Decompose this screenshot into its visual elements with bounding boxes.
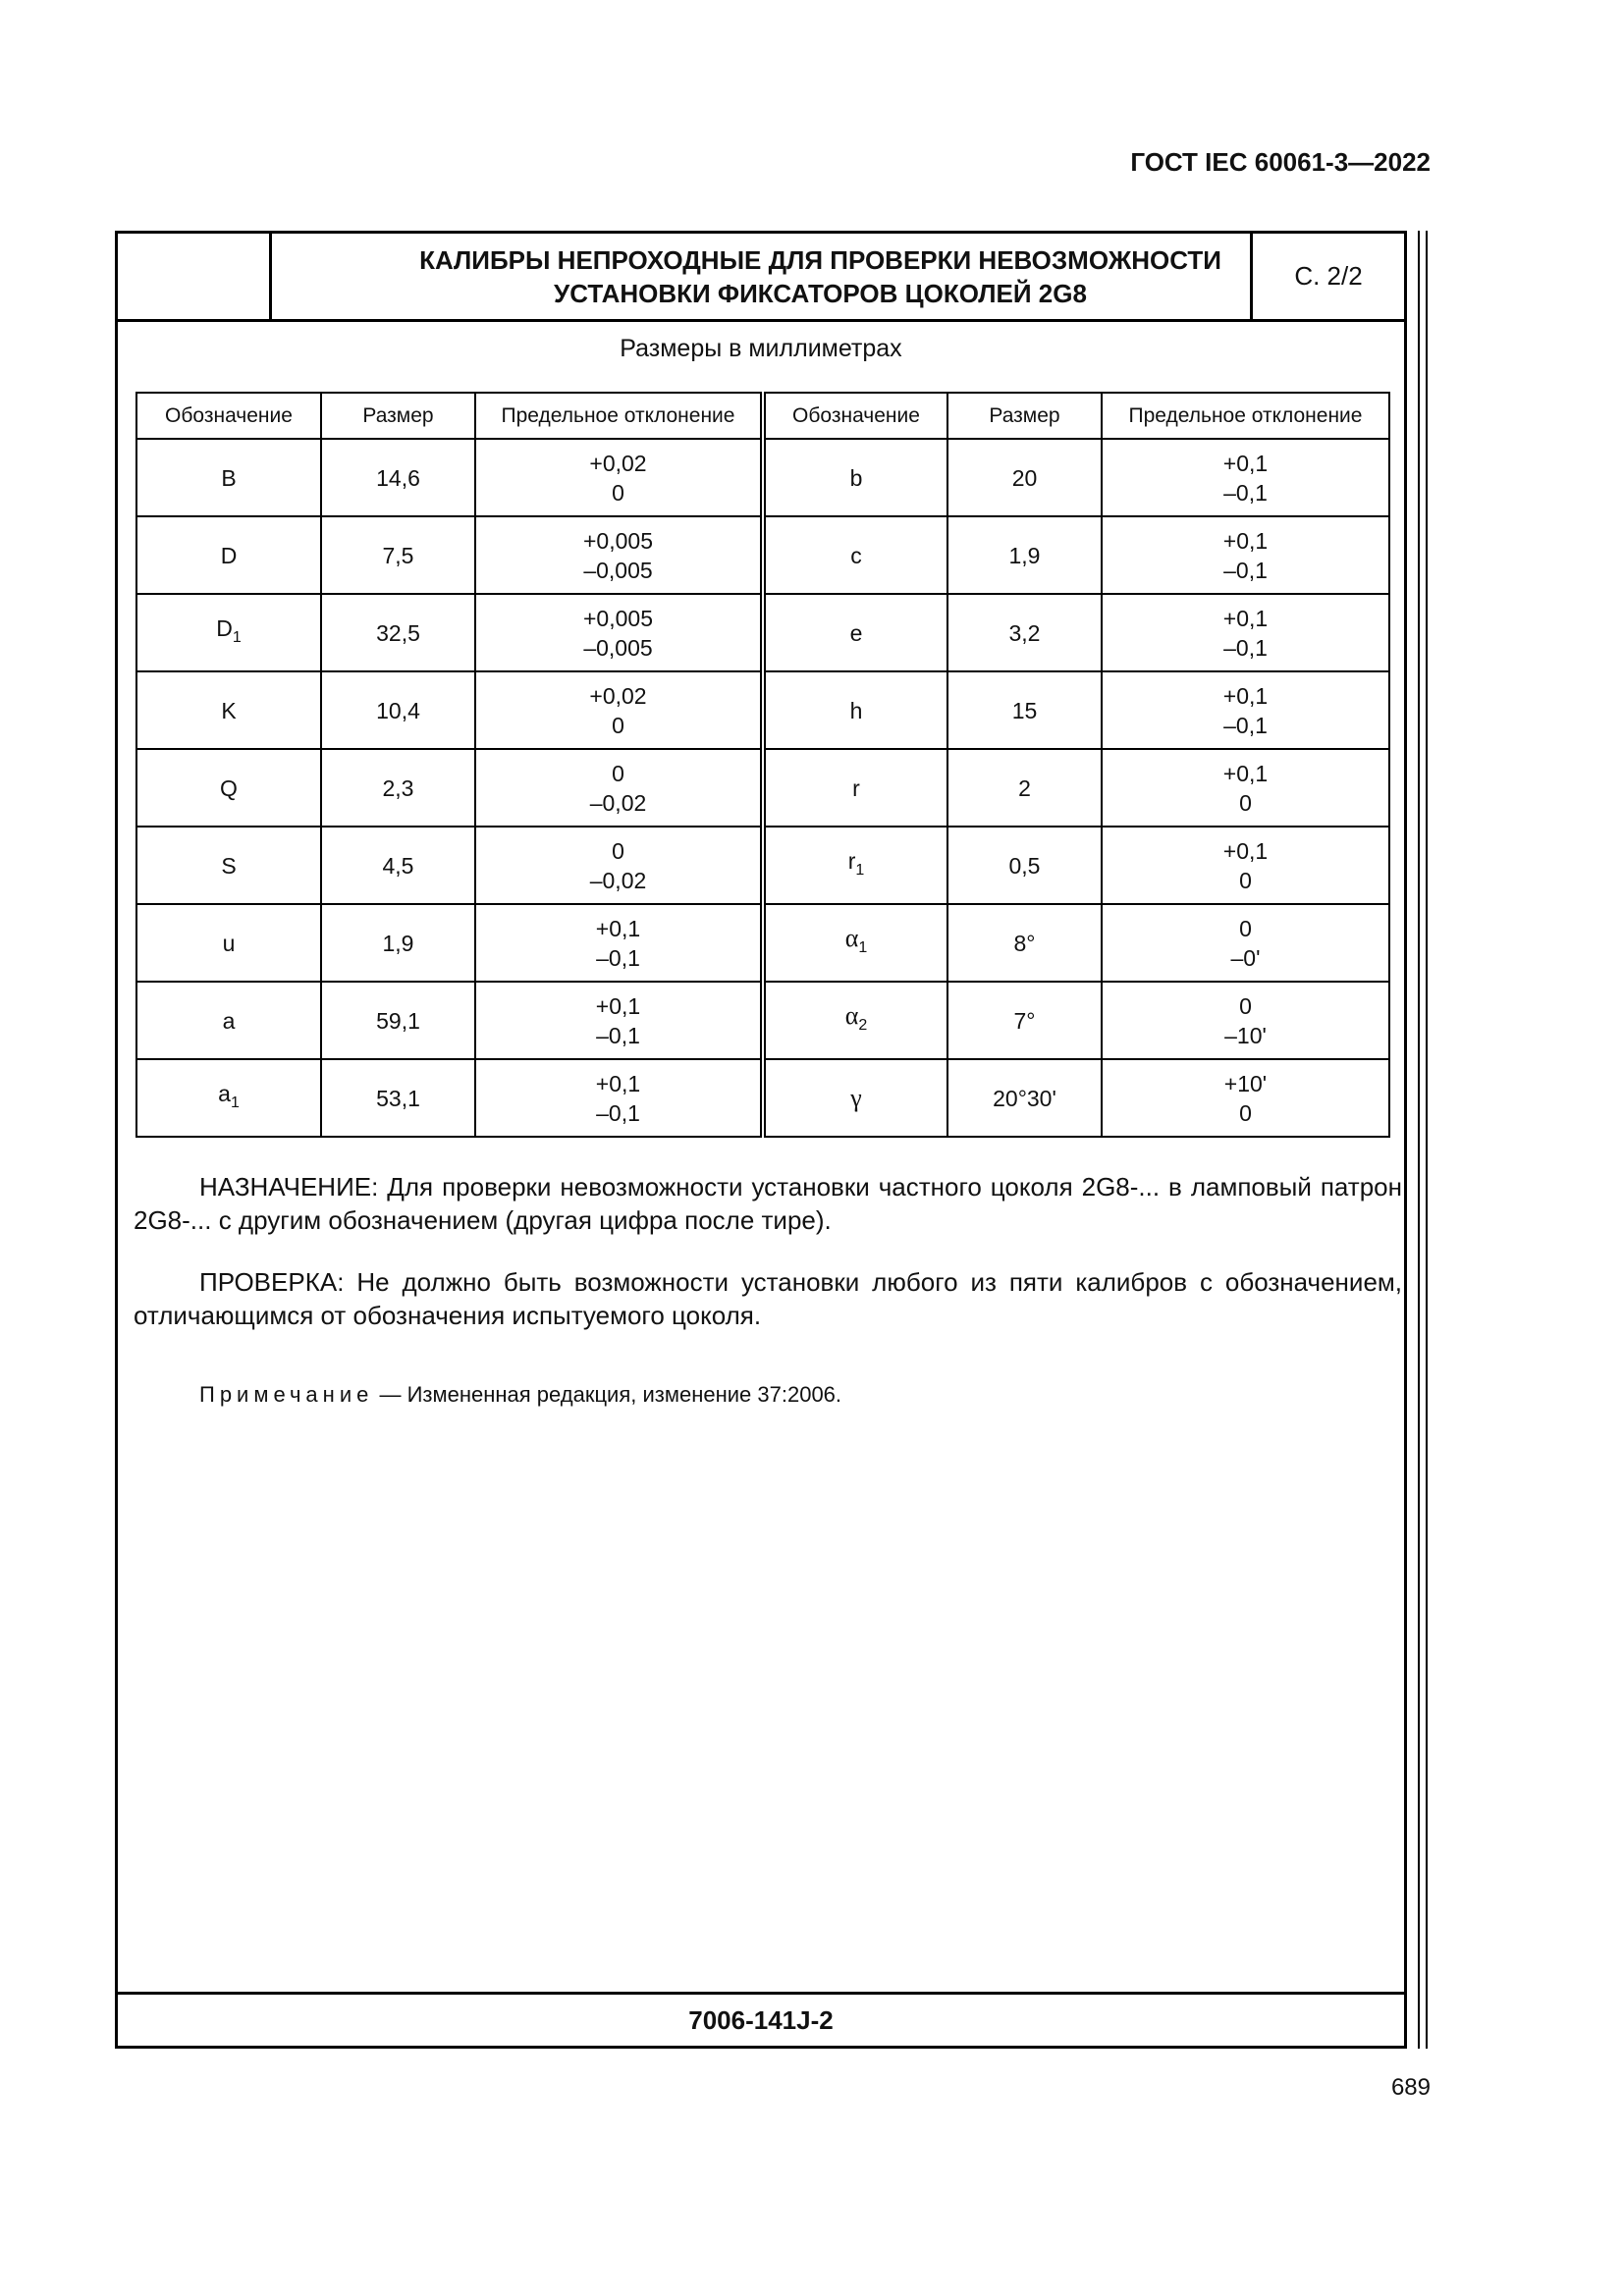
check-paragraph: ПРОВЕРКА: Не должно быть возможности установки любого из пяти калибров с обозначением, отличающимся от обозначения испытуемого цоколя. (134, 1267, 1402, 1330)
size-cell: 3,2 (947, 594, 1102, 671)
tolerance-upper: 0 (1239, 915, 1252, 941)
subscript: 1 (230, 1094, 240, 1111)
size-cell: 32,5 (321, 594, 475, 671)
designation-cell (136, 594, 321, 671)
tolerance-lower: –0,1 (596, 1022, 640, 1048)
tolerance-lower: 0 (1239, 867, 1252, 893)
table-row (136, 516, 1389, 594)
tolerance-cell (475, 671, 763, 749)
designation-cell (136, 439, 321, 516)
table-row (136, 594, 1389, 671)
tolerance-upper: +0,1 (1222, 605, 1269, 631)
binding-margin-line (1418, 231, 1420, 2049)
designation-symbol: e (849, 619, 863, 646)
size-cell: 15 (947, 671, 1102, 749)
tolerance-lower: 0 (612, 712, 624, 738)
designation-cell (763, 827, 947, 904)
designation-cell (136, 749, 321, 827)
tolerance-lower: 0 (1239, 1099, 1252, 1126)
designation-cell (763, 439, 947, 516)
designation-symbol: a (218, 1080, 231, 1106)
tolerance-upper: +0,1 (595, 915, 641, 941)
size-cell: 8° (947, 904, 1102, 982)
column-header-designation: Обозначение (763, 393, 947, 439)
tolerance-lower: –0,1 (1223, 712, 1268, 738)
designation-cell (136, 516, 321, 594)
table-row (136, 671, 1389, 749)
tolerance-cell (1102, 904, 1389, 982)
note (199, 1382, 841, 1408)
designation-cell (763, 749, 947, 827)
note-lead: Примечание (199, 1382, 374, 1407)
designation-cell (763, 671, 947, 749)
designation-symbol: b (849, 464, 863, 491)
size-cell: 20 (947, 439, 1102, 516)
tolerance-upper: +0,1 (1222, 450, 1269, 476)
tolerance-cell (1102, 982, 1389, 1059)
tolerance-upper: +0,005 (583, 527, 653, 554)
tolerance-cell (475, 594, 763, 671)
tolerance-lower: 0 (1239, 789, 1252, 816)
size-cell: 2 (947, 749, 1102, 827)
sheet-title (272, 234, 1369, 319)
tolerance-cell (1102, 1059, 1389, 1137)
subscript: 1 (232, 628, 242, 646)
tolerance-cell (1102, 671, 1389, 749)
tolerance-upper: +0,1 (1222, 760, 1269, 786)
tolerance-cell (475, 904, 763, 982)
designation-cell (136, 904, 321, 982)
designation-symbol: Q (220, 774, 238, 801)
table-row (136, 1059, 1389, 1137)
tolerance-cell (475, 1059, 763, 1137)
tolerance-lower: –0,005 (583, 634, 653, 661)
document-code: ГОСТ IEC 60061-3—2022 (1130, 147, 1431, 177)
size-cell: 2,3 (321, 749, 475, 827)
binding-margin-line (1426, 231, 1428, 2049)
tolerance-upper: 0 (1239, 992, 1252, 1019)
column-header-designation: Обозначение (136, 393, 321, 439)
subscript: 2 (858, 1016, 868, 1034)
designation-symbol: α (844, 923, 859, 952)
tolerance-cell (1102, 827, 1389, 904)
tolerance-upper: +0,02 (589, 682, 647, 709)
drawing-frame (115, 231, 1407, 2049)
designation-symbol: D (216, 614, 233, 641)
title-block-blank-cell (118, 234, 272, 319)
size-cell: 53,1 (321, 1059, 475, 1137)
tolerance-lower: –0,1 (1223, 557, 1268, 583)
tolerance-lower: –0,02 (589, 867, 647, 893)
table-row (136, 439, 1389, 516)
designation-cell (763, 982, 947, 1059)
subscript: 1 (858, 938, 868, 956)
title-block (118, 234, 1404, 322)
tolerance-lower: –0,1 (1223, 634, 1268, 661)
units-caption: Размеры в миллиметрах (620, 335, 902, 362)
dimensions-table-body (136, 439, 1389, 1137)
table-row (136, 827, 1389, 904)
tolerance-upper: +0,005 (583, 605, 653, 631)
tolerance-lower: –0' (1230, 944, 1261, 971)
table-header-row (136, 393, 1389, 439)
tolerance-upper: +0,1 (595, 992, 641, 1019)
purpose-paragraph: НАЗНАЧЕНИЕ: Для проверки невозможности установки частного цоколя 2G8-... в ламповый патрон 2G8-... с другим обозначением (другая цифра после тире). (134, 1172, 1402, 1235)
tolerance-upper: +0,1 (595, 1070, 641, 1096)
size-cell: 1,9 (321, 904, 475, 982)
designation-cell (136, 1059, 321, 1137)
tolerance-upper: 0 (612, 837, 624, 864)
designation-symbol: a (222, 1007, 236, 1034)
tolerance-upper: +10' (1223, 1070, 1268, 1096)
designation-symbol: h (849, 697, 863, 723)
sheet-number: С. 2/2 (1250, 234, 1404, 319)
column-header-size: Размер (321, 393, 475, 439)
tolerance-cell (1102, 439, 1389, 516)
tolerance-lower: 0 (612, 479, 624, 506)
designation-symbol: u (222, 930, 236, 956)
designation-symbol: α (844, 1000, 859, 1030)
designation-symbol: r (847, 847, 856, 874)
size-cell: 4,5 (321, 827, 475, 904)
tolerance-upper: +0,1 (1222, 837, 1269, 864)
table-row (136, 749, 1389, 827)
subscript: 1 (855, 861, 865, 879)
tolerance-lower: –0,1 (596, 944, 640, 971)
designation-cell (136, 827, 321, 904)
designation-cell (763, 594, 947, 671)
tolerance-upper: 0 (612, 760, 624, 786)
page-number: 689 (1390, 2074, 1431, 2101)
dimensions-table (135, 392, 1390, 1138)
tolerance-cell (475, 827, 763, 904)
sheet-title-line-1: КАЛИБРЫ НЕПРОХОДНЫЕ ДЛЯ ПРОВЕРКИ НЕВОЗМОЖНОСТИ (419, 244, 1221, 275)
tolerance-lower: –0,02 (589, 789, 647, 816)
note-text: — Измененная редакция, изменение 37:2006. (373, 1382, 842, 1407)
tolerance-lower: –10' (1224, 1022, 1267, 1048)
sheet-title-line-2: УСТАНОВКИ ФИКСАТОРОВ ЦОКОЛЕЙ 2G8 (554, 278, 1087, 308)
designation-symbol: D (220, 542, 238, 568)
size-cell: 59,1 (321, 982, 475, 1059)
designation-cell (763, 904, 947, 982)
sheet-code: 7006-141J-2 (118, 1992, 1404, 2046)
tolerance-cell (1102, 516, 1389, 594)
size-cell: 0,5 (947, 827, 1102, 904)
designation-symbol: B (221, 464, 237, 491)
tolerance-cell (475, 749, 763, 827)
table-row (136, 904, 1389, 982)
designation-symbol: γ (850, 1083, 862, 1112)
tolerance-cell (475, 982, 763, 1059)
tolerance-cell (1102, 594, 1389, 671)
designation-cell (136, 982, 321, 1059)
designation-symbol: c (850, 542, 862, 568)
size-cell: 14,6 (321, 439, 475, 516)
tolerance-lower: –0,005 (583, 557, 653, 583)
column-header-tolerance: Предельное отклонение (1102, 393, 1389, 439)
tolerance-upper: +0,02 (589, 450, 647, 476)
size-cell: 7° (947, 982, 1102, 1059)
column-header-size: Размер (947, 393, 1102, 439)
designation-symbol: S (221, 852, 237, 879)
column-header-tolerance: Предельное отклонение (475, 393, 763, 439)
tolerance-cell (1102, 749, 1389, 827)
tolerance-upper: +0,1 (1222, 682, 1269, 709)
table-row (136, 982, 1389, 1059)
tolerance-cell (475, 439, 763, 516)
designation-symbol: K (221, 697, 237, 723)
designation-cell (136, 671, 321, 749)
size-cell: 1,9 (947, 516, 1102, 594)
tolerance-upper: +0,1 (1222, 527, 1269, 554)
size-cell: 7,5 (321, 516, 475, 594)
tolerance-cell (475, 516, 763, 594)
tolerance-lower: –0,1 (596, 1099, 640, 1126)
designation-symbol: r (852, 774, 860, 801)
size-cell: 20°30' (947, 1059, 1102, 1137)
size-cell: 10,4 (321, 671, 475, 749)
designation-cell (763, 1059, 947, 1137)
tolerance-lower: –0,1 (1223, 479, 1268, 506)
designation-cell (763, 516, 947, 594)
